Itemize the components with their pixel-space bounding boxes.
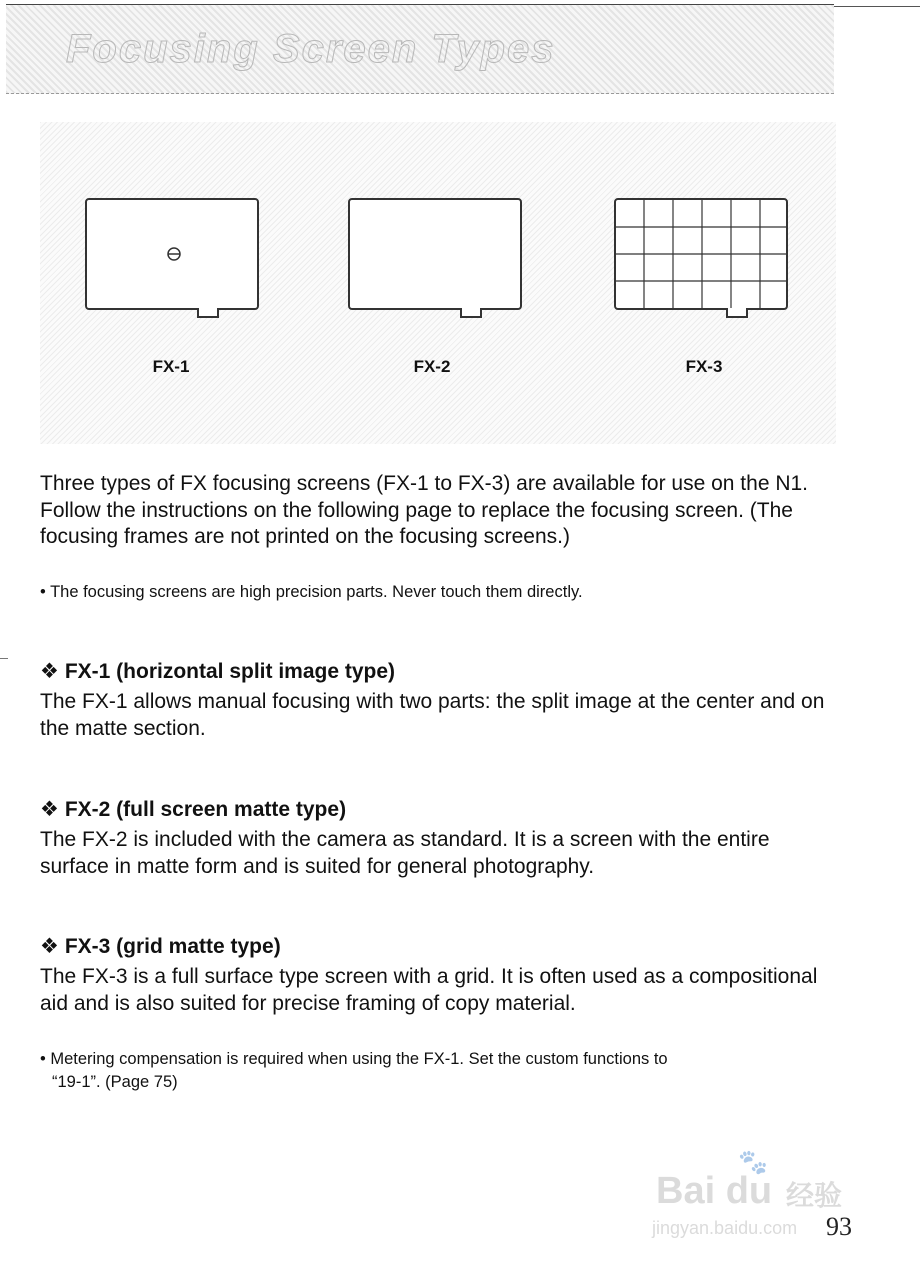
fx2-body: The FX-2 is included with the camera as standard. It is a screen with the entire surface in matte form and is suited for general photography. xyxy=(40,828,770,878)
top-rule xyxy=(834,6,920,7)
intro-note: • The focusing screens are high precision parts. Never touch them directly. xyxy=(40,583,583,601)
split-image-circle-icon xyxy=(87,200,257,308)
diamond-bullet-icon: ❖ xyxy=(40,935,59,958)
fx3-body: The FX-3 is a full surface type screen with a grid. It is often used as a compositional aid and is also suited for precise framing of copy material. xyxy=(40,965,818,1015)
header-title: Focusing Screen Types xyxy=(66,27,556,71)
fx1-body: The FX-1 allows manual focusing with two parts: the split image at the center and on the matte section. xyxy=(40,690,825,740)
fx3-screen-diagram xyxy=(614,198,788,310)
watermark-url: jingyan.baidu.com xyxy=(652,1218,798,1238)
watermark-brand: Bai du xyxy=(656,1170,773,1212)
fx1-label: FX-1 xyxy=(152,357,190,376)
fx2-screen-diagram xyxy=(348,198,522,310)
fx1-heading xyxy=(40,659,395,684)
page-number: 93 xyxy=(826,1212,852,1241)
fx2-heading xyxy=(40,797,346,822)
fx3-label: FX-3 xyxy=(685,357,723,376)
screen-tab xyxy=(460,308,482,318)
header-band xyxy=(6,4,834,94)
fx3-heading-text: FX-3 (grid matte type) xyxy=(64,935,281,958)
fx2-heading-text: FX-2 (full screen matte type) xyxy=(64,798,347,821)
diamond-bullet-icon: ❖ xyxy=(40,660,59,683)
footer-note-line2: “19-1”. (Page 75) xyxy=(52,1073,178,1091)
footer-note-line1: • Metering compensation is required when using the FX-1. Set the custom functions to xyxy=(40,1050,668,1068)
fx1-heading-text: FX-1 (horizontal split image type) xyxy=(64,660,396,683)
diamond-bullet-icon: ❖ xyxy=(40,798,59,821)
fx3-heading xyxy=(40,934,281,959)
intro-paragraph: Three types of FX focusing screens (FX-1 to FX-3) are available for use on the N1. Follow the instructions on the following page to replace the focusing screen. (The focusing frames are not printed on the focusing screens.) xyxy=(40,472,809,548)
screen-tab xyxy=(726,308,748,318)
fx2-label: FX-2 xyxy=(413,357,451,376)
fx1-screen-diagram xyxy=(85,198,259,310)
margin-tick xyxy=(0,658,8,659)
grid-pattern-icon xyxy=(616,200,786,308)
watermark-cn: 经验 xyxy=(786,1180,843,1211)
screen-tab xyxy=(197,308,219,318)
paw-icon: 🐾 xyxy=(738,1149,768,1176)
